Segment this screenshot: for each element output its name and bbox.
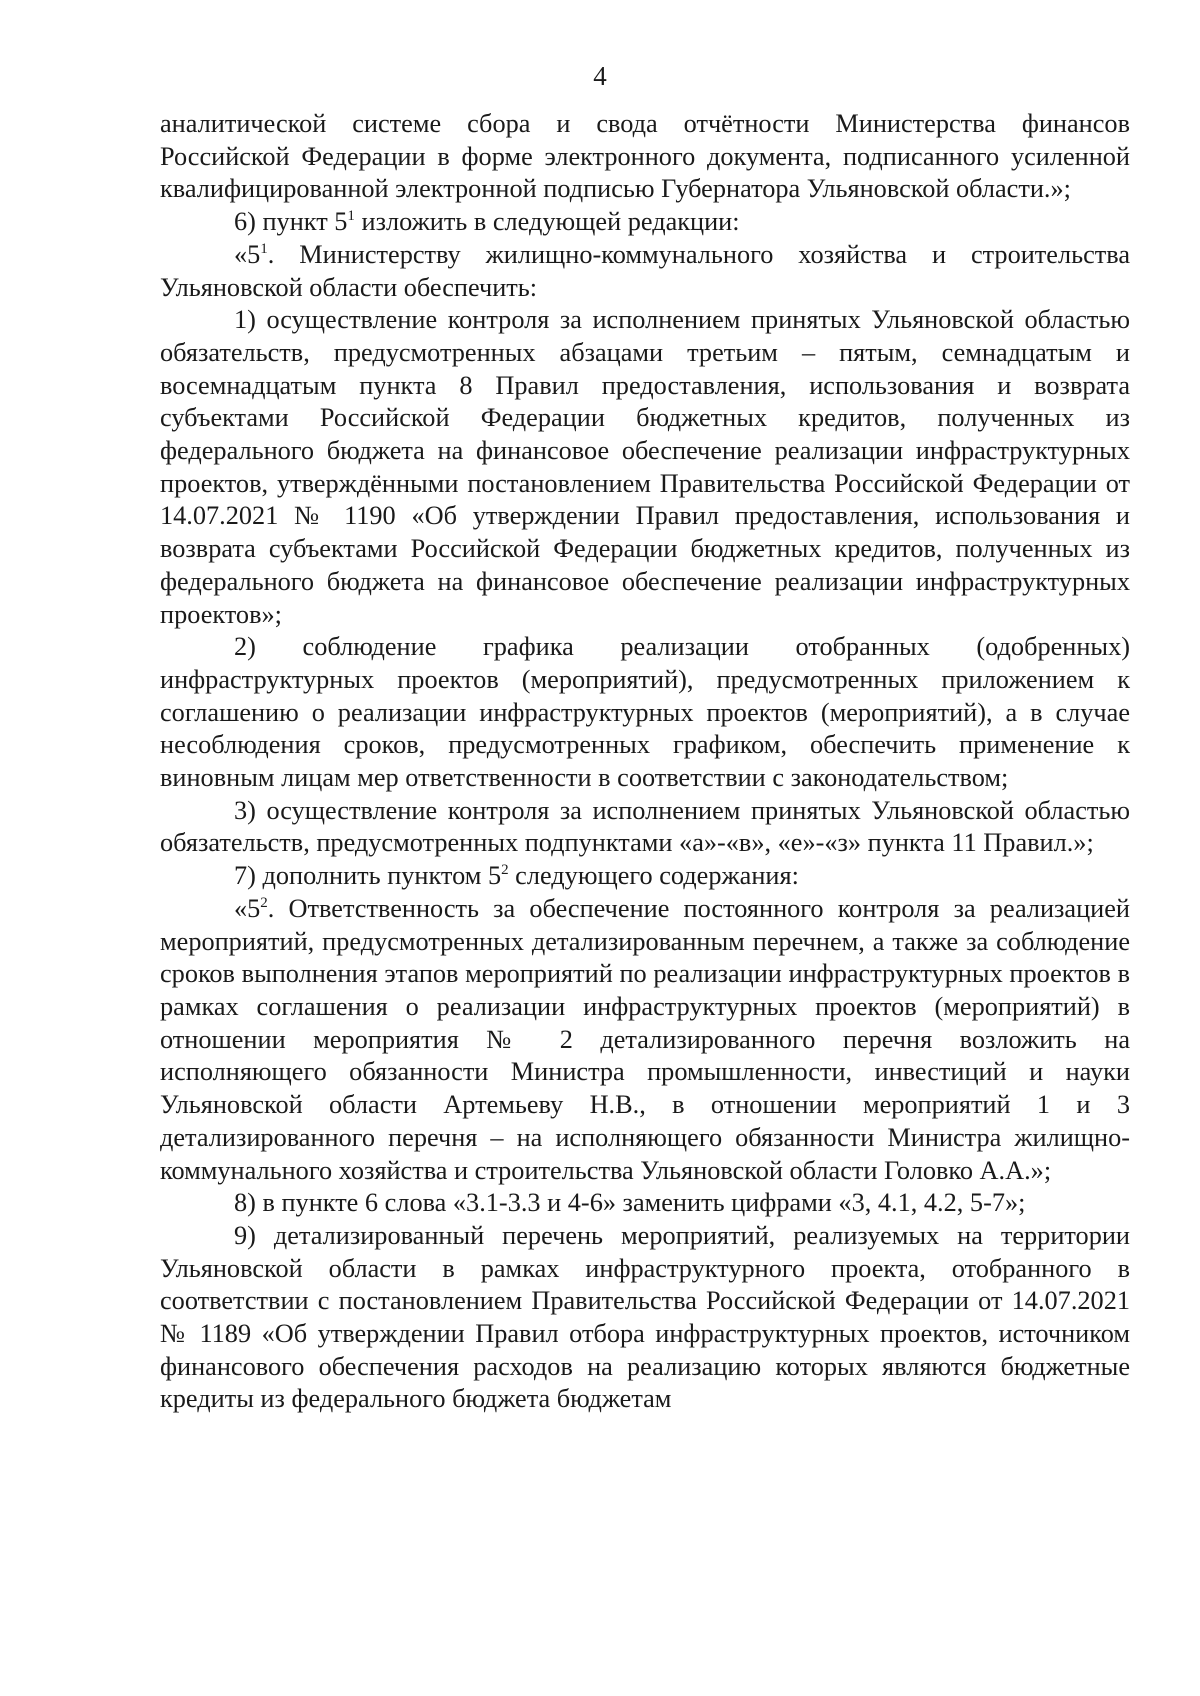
page-number: 4 [593,61,607,91]
paragraph-item-8: 8) в пункте 6 слова «3.1-3.3 и 4-6» заменить цифрами «3, 4.1, 4.2, 5-7»; [234,1188,1026,1218]
superscript: 1 [347,208,355,225]
paragraph-continuation: аналитической системе сбора и свода отчётности Министерства финансов Российской Федерации в форме электронного документа, подписанного усиленной квалифицированной электронной подписью Губернатора Ульяновской области.»; [160,109,1130,204]
paragraph-item-9: 9) детализированный перечень мероприятий, реализуемых на территории Ульяновской области в рамках инфраструктурного проекта, отобранного в соответствии с постановлением Правительства Российской Федерации от 14.07.2021 № 1189 «Об утверждении Правил отбора инфраструктурных проектов, источником финансового обеспечения расходов на реализацию которых являются бюджетные кредиты из федерального бюджета бюджетам [160,1220,1130,1414]
paragraph-subitem-2: 2) соблюдение графика реализации отобранных (одобренных) инфраструктурных проектов (мероприятий), предусмотренных приложением к соглашению о реализации инфраструктурных проектов (мероприятий), а в случае несоблюдения сроков, предусмотренных графиком, обеспечить применение к виновным лицам мер ответственности в соответствии с законодательством; [160,632,1130,793]
paragraph-item-6: 6) пункт $5^1$ изложить в следующей редакции: [234,207,740,237]
paragraph-subitem-3: 3) осуществление контроля за исполнением принятых Ульяновской областью обязательств, предусмотренных подпунктами «а»-«в», «е»-«з» пункта 11 Правил.»; [160,795,1130,858]
paragraph-item-7: 7) дополнить пунктом $5^2$ следующего содержания: [234,861,799,891]
paragraph-clause-5-2: «$5^2$. Ответственность за обеспечение постоянного контроля за реализацией мероприятий, предусмотренных детализированным перечнем, а также за соблюдение сроков выполнения этапов мероприятий по реализации инфраструктурных проектов в рамках соглашения о реализации инфраструктурных проектов (мероприятий) в отношении мероприятия № 2 детализированного перечня возложить на исполняющего обязанности Министра промышленности, инвестиций и науки Ульяновской области Артемьеву Н.В., в отношении мероприятий 1 и 3 детализированного перечня – на исполняющего обязанности Министра жилищно-коммунального хозяйства и строительства Ульяновской области Головко А.А.»; [160,893,1130,1185]
document-body [160,108,1130,1416]
paragraph-clause-5-1: «$5^1$. Министерству жилищно-коммунального хозяйства и строительства Ульяновской области обеспечить: [160,239,1130,302]
paragraph-subitem-1: 1) осуществление контроля за исполнением принятых Ульяновской областью обязательств, предусмотренных абзацами третьим – пятым, семнадцатым и восемнадцатым пункта 8 Правил предоставления, использования и возврата субъектами Российской Федерации бюджетных кредитов, полученных из федерального бюджета на финансовое обеспечение реализации инфраструктурных проектов, утверждёнными постановлением Правительства Российской Федерации от 14.07.2021 № 1190 «Об утверждении Правил предоставления, использования и возврата субъектами Российской Федерации бюджетных кредитов, полученных из федерального бюджета на финансовое обеспечение реализации инфраструктурных проектов»; [160,305,1130,629]
superscript: 2 [501,862,509,879]
superscript: 1 [260,240,268,257]
superscript: 2 [260,894,268,911]
